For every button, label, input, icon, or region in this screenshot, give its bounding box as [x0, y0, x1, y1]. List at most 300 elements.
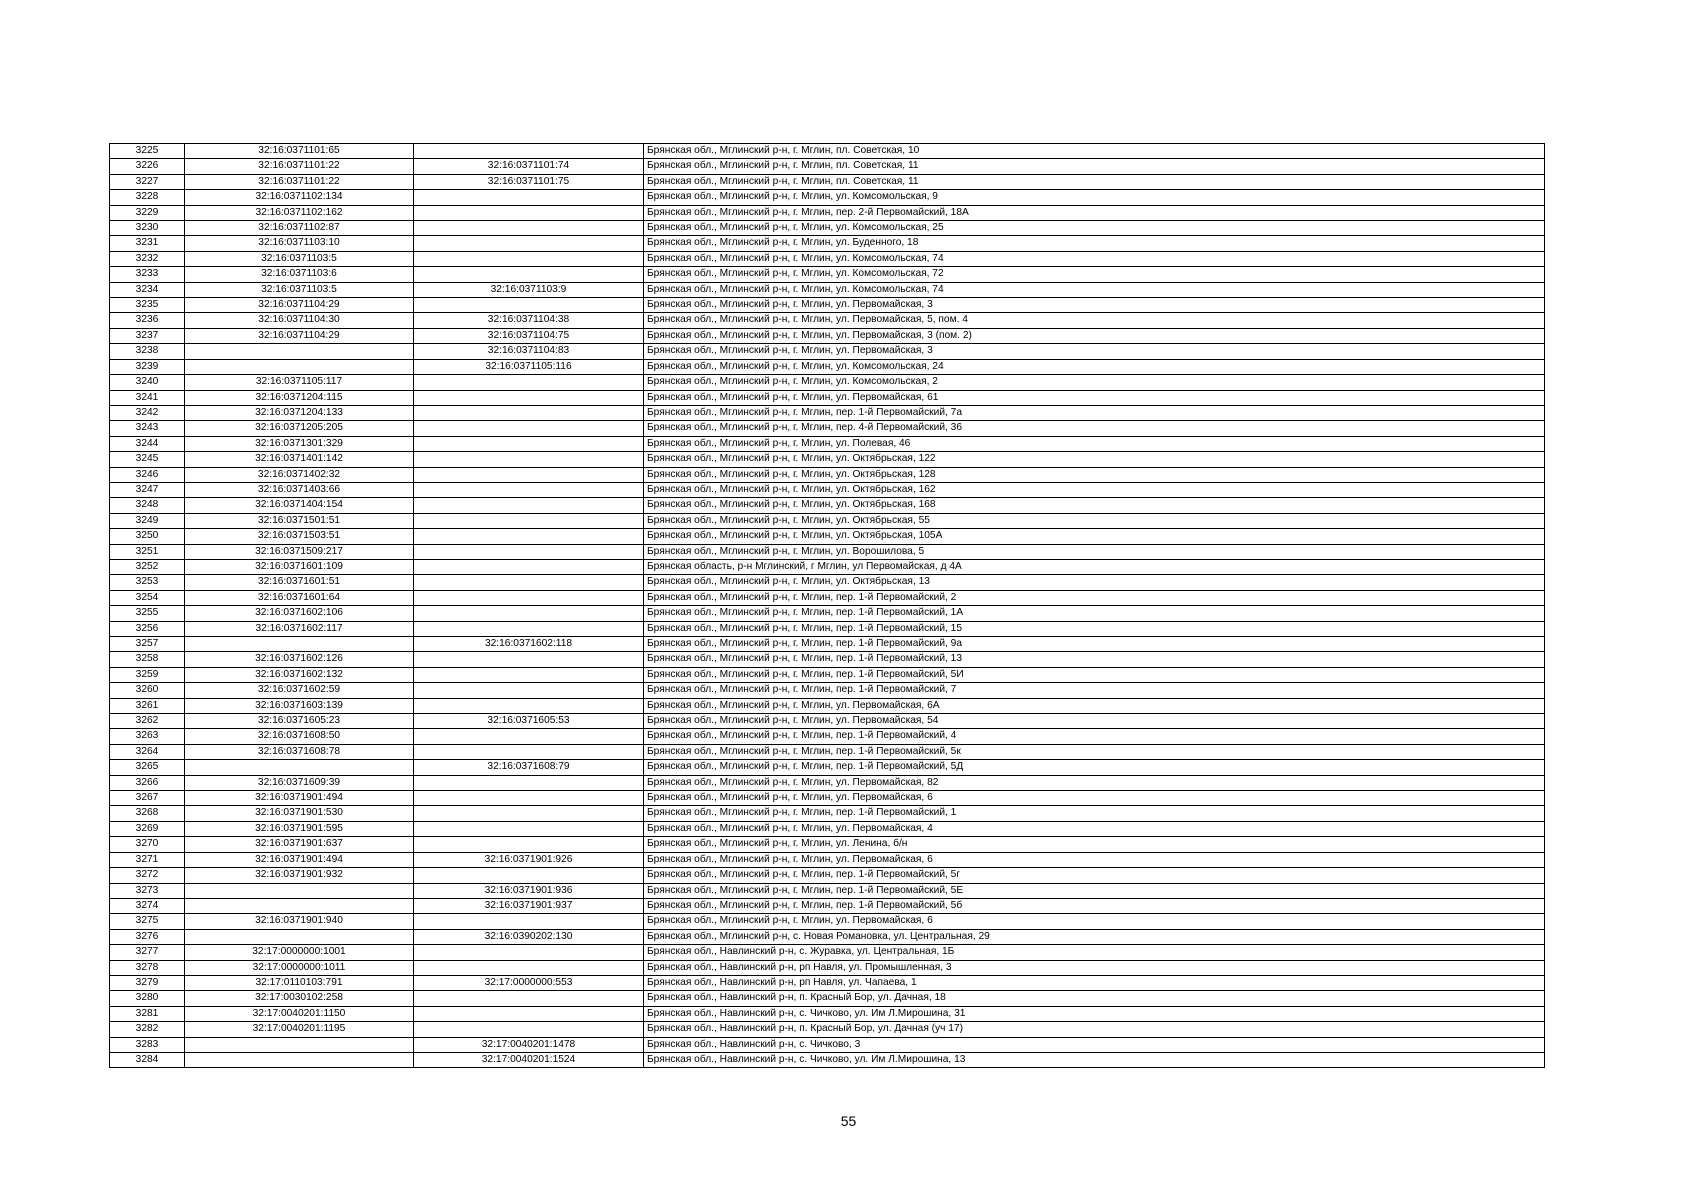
- row-number-cell: 3283: [110, 1037, 185, 1052]
- cadastral-number-cell: 32:16:0371102:162: [185, 205, 414, 220]
- related-cadastral-number-cell: [414, 791, 644, 806]
- address-cell: Брянская обл., Мглинский р-н, г. Мглин, ул. Комсомольская, 25: [644, 221, 1545, 236]
- row-number-cell: 3232: [110, 251, 185, 266]
- address-cell: Брянская обл., Мглинский р-н, г. Мглин, пер. 1-й Первомайский, 2: [644, 590, 1545, 605]
- table-row: [110, 945, 1545, 960]
- address-cell: Брянская обл., Мглинский р-н, г. Мглин, пер. 1-й Первомайский, 5Д: [644, 760, 1545, 775]
- address-cell: Брянская обл., Мглинский р-н, г. Мглин, ул. Октябрьская, 122: [644, 452, 1545, 467]
- row-number-cell: 3266: [110, 775, 185, 790]
- cadastral-number-cell: 32:16:0371102:134: [185, 190, 414, 205]
- related-cadastral-number-cell: [414, 467, 644, 482]
- address-cell: Брянская обл., Мглинский р-н, г. Мглин, пер. 1-й Первомайский, 7: [644, 683, 1545, 698]
- row-number-cell: 3238: [110, 344, 185, 359]
- cadastral-number-cell: 32:16:0371301:329: [185, 436, 414, 451]
- address-cell: Брянская обл., Мглинский р-н, г. Мглин, ул. Комсомольская, 24: [644, 359, 1545, 374]
- cadastral-number-cell: [185, 1052, 414, 1067]
- cadastral-number-cell: 32:16:0371103:5: [185, 251, 414, 266]
- cadastral-number-cell: 32:16:0371602:106: [185, 606, 414, 621]
- related-cadastral-number-cell: [414, 482, 644, 497]
- table-row: [110, 637, 1545, 652]
- address-cell: Брянская обл., Мглинский р-н, г. Мглин, ул. Комсомольская, 9: [644, 190, 1545, 205]
- table-row: [110, 868, 1545, 883]
- row-number-cell: 3226: [110, 159, 185, 174]
- address-cell: Брянская обл., Мглинский р-н, г. Мглин, ул. Первомайская, 61: [644, 390, 1545, 405]
- row-number-cell: 3261: [110, 698, 185, 713]
- cadastral-number-cell: 32:16:0371901:940: [185, 914, 414, 929]
- table-row: [110, 1052, 1545, 1067]
- table-row: [110, 328, 1545, 343]
- row-number-cell: 3275: [110, 914, 185, 929]
- table-row: [110, 791, 1545, 806]
- cadastral-number-cell: 32:16:0371901:494: [185, 852, 414, 867]
- row-number-cell: 3236: [110, 313, 185, 328]
- cadastral-number-cell: [185, 637, 414, 652]
- cadastral-number-cell: 32:16:0371603:139: [185, 698, 414, 713]
- address-cell: Брянская обл., Навлинский р-н, п. Красный Бор, ул. Дачная, 18: [644, 991, 1545, 1006]
- related-cadastral-number-cell: [414, 236, 644, 251]
- table-row: [110, 852, 1545, 867]
- table-row: [110, 683, 1545, 698]
- related-cadastral-number-cell: [414, 267, 644, 282]
- row-number-cell: 3240: [110, 375, 185, 390]
- address-cell: Брянская обл., Мглинский р-н, г. Мглин, пер. 1-й Первомайский, 1А: [644, 606, 1545, 621]
- row-number-cell: 3247: [110, 482, 185, 497]
- cadastral-number-cell: 32:16:0371901:595: [185, 821, 414, 836]
- row-number-cell: 3280: [110, 991, 185, 1006]
- related-cadastral-number-cell: 32:16:0371901:937: [414, 898, 644, 913]
- address-cell: Брянская обл., Мглинский р-н, г. Мглин, ул. Первомайская, 54: [644, 714, 1545, 729]
- address-cell: Брянская обл., Мглинский р-н, г. Мглин, ул. Первомайская, 82: [644, 775, 1545, 790]
- table-row: [110, 1022, 1545, 1037]
- row-number-cell: 3254: [110, 590, 185, 605]
- related-cadastral-number-cell: 32:17:0000000:553: [414, 975, 644, 990]
- cadastral-number-cell: 32:16:0371602:132: [185, 667, 414, 682]
- row-number-cell: 3276: [110, 929, 185, 944]
- row-number-cell: 3259: [110, 667, 185, 682]
- related-cadastral-number-cell: 32:16:0371105:116: [414, 359, 644, 374]
- cadastral-number-cell: 32:16:0371901:530: [185, 806, 414, 821]
- address-cell: Брянская обл., Мглинский р-н, г. Мглин, ул. Комсомольская, 74: [644, 282, 1545, 297]
- related-cadastral-number-cell: [414, 436, 644, 451]
- related-cadastral-number-cell: [414, 806, 644, 821]
- related-cadastral-number-cell: [414, 251, 644, 266]
- related-cadastral-number-cell: [414, 960, 644, 975]
- cadastral-number-cell: 32:16:0371601:109: [185, 559, 414, 574]
- cadastral-number-cell: [185, 898, 414, 913]
- table-row: [110, 606, 1545, 621]
- cadastral-number-cell: 32:16:0371102:87: [185, 221, 414, 236]
- table-row: [110, 1037, 1545, 1052]
- row-number-cell: 3274: [110, 898, 185, 913]
- related-cadastral-number-cell: [414, 298, 644, 313]
- row-number-cell: 3245: [110, 452, 185, 467]
- table-row: [110, 760, 1545, 775]
- related-cadastral-number-cell: [414, 729, 644, 744]
- related-cadastral-number-cell: 32:16:0371103:9: [414, 282, 644, 297]
- row-number-cell: 3233: [110, 267, 185, 282]
- row-number-cell: 3246: [110, 467, 185, 482]
- cadastral-number-cell: 32:16:0371205:205: [185, 421, 414, 436]
- related-cadastral-number-cell: [414, 698, 644, 713]
- address-cell: Брянская обл., Мглинский р-н, г. Мглин, ул. Ворошилова, 5: [644, 544, 1545, 559]
- table-row: [110, 282, 1545, 297]
- table-row: [110, 144, 1545, 159]
- table-row: [110, 575, 1545, 590]
- cadastral-number-cell: [185, 929, 414, 944]
- row-number-cell: 3248: [110, 498, 185, 513]
- table-row: [110, 960, 1545, 975]
- table-row: [110, 359, 1545, 374]
- row-number-cell: 3241: [110, 390, 185, 405]
- row-number-cell: 3272: [110, 868, 185, 883]
- table-row: [110, 452, 1545, 467]
- row-number-cell: 3225: [110, 144, 185, 159]
- related-cadastral-number-cell: [414, 498, 644, 513]
- cadastral-number-cell: 32:16:0371503:51: [185, 529, 414, 544]
- row-number-cell: 3244: [110, 436, 185, 451]
- cadastral-number-cell: [185, 359, 414, 374]
- address-cell: Брянская обл., Навлинский р-н, с. Чичково, ул. Им Л.Мирошина, 13: [644, 1052, 1545, 1067]
- address-cell: Брянская обл., Мглинский р-н, г. Мглин, пер. 1-й Первомайский, 4: [644, 729, 1545, 744]
- row-number-cell: 3257: [110, 637, 185, 652]
- related-cadastral-number-cell: [414, 837, 644, 852]
- table-row: [110, 914, 1545, 929]
- related-cadastral-number-cell: [414, 744, 644, 759]
- row-number-cell: 3262: [110, 714, 185, 729]
- address-cell: Брянская обл., Мглинский р-н, г. Мглин, пл. Советская, 11: [644, 159, 1545, 174]
- row-number-cell: 3253: [110, 575, 185, 590]
- address-cell: Брянская обл., Мглинский р-н, г. Мглин, ул. Октябрьская, 168: [644, 498, 1545, 513]
- related-cadastral-number-cell: [414, 868, 644, 883]
- related-cadastral-number-cell: [414, 144, 644, 159]
- cadastral-number-cell: 32:16:0371601:51: [185, 575, 414, 590]
- table-row: [110, 221, 1545, 236]
- cadastral-number-cell: 32:16:0371602:59: [185, 683, 414, 698]
- table-row: [110, 174, 1545, 189]
- table-row: [110, 436, 1545, 451]
- related-cadastral-number-cell: 32:16:0390202:130: [414, 929, 644, 944]
- row-number-cell: 3242: [110, 405, 185, 420]
- cadastral-number-cell: 32:17:0000000:1011: [185, 960, 414, 975]
- table-row: [110, 251, 1545, 266]
- address-cell: Брянская область, р-н Мглинский, г Мглин, ул Первомайская, д 4А: [644, 559, 1545, 574]
- table-row: [110, 421, 1545, 436]
- table-row: [110, 821, 1545, 836]
- related-cadastral-number-cell: [414, 221, 644, 236]
- row-number-cell: 3271: [110, 852, 185, 867]
- row-number-cell: 3250: [110, 529, 185, 544]
- table-row: [110, 698, 1545, 713]
- cadastral-number-cell: 32:17:0030102:258: [185, 991, 414, 1006]
- related-cadastral-number-cell: [414, 621, 644, 636]
- cadastral-number-cell: 32:17:0040201:1195: [185, 1022, 414, 1037]
- related-cadastral-number-cell: 32:16:0371608:79: [414, 760, 644, 775]
- related-cadastral-number-cell: 32:16:0371101:75: [414, 174, 644, 189]
- address-cell: Брянская обл., Мглинский р-н, г. Мглин, пер. 1-й Первомайский, 5к: [644, 744, 1545, 759]
- row-number-cell: 3270: [110, 837, 185, 852]
- address-cell: Брянская обл., Мглинский р-н, г. Мглин, пл. Советская, 11: [644, 174, 1545, 189]
- address-cell: Брянская обл., Мглинский р-н, г. Мглин, пер. 1-й Первомайский, 13: [644, 652, 1545, 667]
- address-cell: Брянская обл., Мглинский р-н, г. Мглин, ул. Буденного, 18: [644, 236, 1545, 251]
- table-row: [110, 298, 1545, 313]
- cadastral-number-cell: 32:16:0371601:64: [185, 590, 414, 605]
- related-cadastral-number-cell: [414, 575, 644, 590]
- table-row: [110, 313, 1545, 328]
- table-row: [110, 898, 1545, 913]
- related-cadastral-number-cell: 32:16:0371602:118: [414, 637, 644, 652]
- row-number-cell: 3234: [110, 282, 185, 297]
- table-row: [110, 975, 1545, 990]
- row-number-cell: 3269: [110, 821, 185, 836]
- address-cell: Брянская обл., Мглинский р-н, г. Мглин, пер. 1-й Первомайский, 5б: [644, 898, 1545, 913]
- cadastral-number-cell: 32:17:0110103:791: [185, 975, 414, 990]
- cadastral-number-cell: 32:17:0000000:1001: [185, 945, 414, 960]
- table-row: [110, 929, 1545, 944]
- row-number-cell: 3231: [110, 236, 185, 251]
- row-number-cell: 3256: [110, 621, 185, 636]
- row-number-cell: 3263: [110, 729, 185, 744]
- row-number-cell: 3230: [110, 221, 185, 236]
- related-cadastral-number-cell: [414, 945, 644, 960]
- related-cadastral-number-cell: 32:16:0371605:53: [414, 714, 644, 729]
- table-row: [110, 1006, 1545, 1021]
- cadastral-number-cell: [185, 344, 414, 359]
- address-cell: Брянская обл., Мглинский р-н, г. Мглин, пер. 2-й Первомайский, 18А: [644, 205, 1545, 220]
- table-row: [110, 775, 1545, 790]
- cadastral-number-cell: 32:16:0371204:133: [185, 405, 414, 420]
- related-cadastral-number-cell: 32:17:0040201:1524: [414, 1052, 644, 1067]
- related-cadastral-number-cell: [414, 590, 644, 605]
- row-number-cell: 3249: [110, 513, 185, 528]
- related-cadastral-number-cell: [414, 667, 644, 682]
- table-row: [110, 236, 1545, 251]
- related-cadastral-number-cell: [414, 559, 644, 574]
- address-cell: Брянская обл., Мглинский р-н, г. Мглин, ул. Комсомольская, 72: [644, 267, 1545, 282]
- table-row: [110, 513, 1545, 528]
- address-cell: Брянская обл., Мглинский р-н, г. Мглин, ул. Первомайская, 3: [644, 344, 1545, 359]
- cadastral-number-cell: 32:16:0371403:66: [185, 482, 414, 497]
- row-number-cell: 3239: [110, 359, 185, 374]
- address-cell: Брянская обл., Навлинский р-н, рп Навля, ул. Чапаева, 1: [644, 975, 1545, 990]
- related-cadastral-number-cell: [414, 205, 644, 220]
- row-number-cell: 3282: [110, 1022, 185, 1037]
- related-cadastral-number-cell: [414, 991, 644, 1006]
- row-number-cell: 3264: [110, 744, 185, 759]
- cadastral-number-cell: 32:16:0371103:10: [185, 236, 414, 251]
- cadastral-number-cell: 32:16:0371104:29: [185, 298, 414, 313]
- row-number-cell: 3279: [110, 975, 185, 990]
- cadastral-number-cell: 32:16:0371101:22: [185, 159, 414, 174]
- table-row: [110, 498, 1545, 513]
- related-cadastral-number-cell: [414, 1022, 644, 1037]
- address-cell: Брянская обл., Мглинский р-н, с. Новая Романовка, ул. Центральная, 29: [644, 929, 1545, 944]
- related-cadastral-number-cell: [414, 914, 644, 929]
- table-row: [110, 621, 1545, 636]
- address-cell: Брянская обл., Навлинский р-н, с. Журавка, ул. Центральная, 1Б: [644, 945, 1545, 960]
- row-number-cell: 3260: [110, 683, 185, 698]
- page-number: 55: [840, 1113, 857, 1129]
- address-cell: Брянская обл., Мглинский р-н, г. Мглин, пер. 1-й Первомайский, 15: [644, 621, 1545, 636]
- related-cadastral-number-cell: [414, 190, 644, 205]
- table-row: [110, 544, 1545, 559]
- related-cadastral-number-cell: [414, 775, 644, 790]
- related-cadastral-number-cell: [414, 405, 644, 420]
- cadastral-number-cell: 32:16:0371608:50: [185, 729, 414, 744]
- address-cell: Брянская обл., Мглинский р-н, г. Мглин, ул. Комсомольская, 74: [644, 251, 1545, 266]
- related-cadastral-number-cell: [414, 683, 644, 698]
- address-cell: Брянская обл., Мглинский р-н, г. Мглин, пер. 1-й Первомайский, 9а: [644, 637, 1545, 652]
- related-cadastral-number-cell: 32:16:0371104:75: [414, 328, 644, 343]
- address-cell: Брянская обл., Мглинский р-н, г. Мглин, пер. 4-й Первомайский, 36: [644, 421, 1545, 436]
- related-cadastral-number-cell: 32:16:0371901:926: [414, 852, 644, 867]
- cadastral-number-cell: 32:17:0040201:1150: [185, 1006, 414, 1021]
- cadastral-number-cell: [185, 1037, 414, 1052]
- related-cadastral-number-cell: [414, 452, 644, 467]
- row-number-cell: 3255: [110, 606, 185, 621]
- address-cell: Брянская обл., Навлинский р-н, п. Красный Бор, ул. Дачная (уч 17): [644, 1022, 1545, 1037]
- row-number-cell: 3251: [110, 544, 185, 559]
- table-row: [110, 159, 1545, 174]
- address-cell: Брянская обл., Навлинский р-н, с. Чичково, 3: [644, 1037, 1545, 1052]
- row-number-cell: 3273: [110, 883, 185, 898]
- cadastral-number-cell: 32:16:0371104:30: [185, 313, 414, 328]
- address-cell: Брянская обл., Мглинский р-н, г. Мглин, пер. 1-й Первомайский, 7а: [644, 405, 1545, 420]
- address-cell: Брянская обл., Мглинский р-н, г. Мглин, ул. Октябрьская, 55: [644, 513, 1545, 528]
- cadastral-number-cell: 32:16:0371104:29: [185, 328, 414, 343]
- address-cell: Брянская обл., Мглинский р-н, г. Мглин, ул. Первомайская, 6А: [644, 698, 1545, 713]
- table-row: [110, 744, 1545, 759]
- row-number-cell: 3252: [110, 559, 185, 574]
- table-row: [110, 405, 1545, 420]
- cadastral-number-cell: 32:16:0371602:126: [185, 652, 414, 667]
- related-cadastral-number-cell: [414, 513, 644, 528]
- row-number-cell: 3267: [110, 791, 185, 806]
- related-cadastral-number-cell: [414, 544, 644, 559]
- cadastral-number-cell: 32:16:0371101:65: [185, 144, 414, 159]
- table-row: [110, 729, 1545, 744]
- table-row: [110, 590, 1545, 605]
- address-cell: Брянская обл., Навлинский р-н, с. Чичково, ул. Им Л.Мирошина, 31: [644, 1006, 1545, 1021]
- related-cadastral-number-cell: [414, 1006, 644, 1021]
- row-number-cell: 3227: [110, 174, 185, 189]
- cadastral-number-cell: 32:16:0371501:51: [185, 513, 414, 528]
- related-cadastral-number-cell: [414, 390, 644, 405]
- table-row: [110, 267, 1545, 282]
- table-row: [110, 205, 1545, 220]
- table-row: [110, 190, 1545, 205]
- cadastral-number-cell: 32:16:0371103:6: [185, 267, 414, 282]
- related-cadastral-number-cell: [414, 421, 644, 436]
- cadastral-number-cell: 32:16:0371509:217: [185, 544, 414, 559]
- address-cell: Брянская обл., Мглинский р-н, г. Мглин, ул. Октябрьская, 105А: [644, 529, 1545, 544]
- row-number-cell: 3268: [110, 806, 185, 821]
- row-number-cell: 3235: [110, 298, 185, 313]
- cadastral-number-cell: 32:16:0371401:142: [185, 452, 414, 467]
- cadastral-number-cell: 32:16:0371901:932: [185, 868, 414, 883]
- registry-table-body: [110, 144, 1545, 1068]
- cadastral-number-cell: 32:16:0371608:78: [185, 744, 414, 759]
- table-row: [110, 482, 1545, 497]
- address-cell: Брянская обл., Мглинский р-н, г. Мглин, пер. 1-й Первомайский, 1: [644, 806, 1545, 821]
- row-number-cell: 3229: [110, 205, 185, 220]
- cadastral-number-cell: 32:16:0371605:23: [185, 714, 414, 729]
- cadastral-number-cell: [185, 760, 414, 775]
- table-row: [110, 529, 1545, 544]
- cadastral-number-cell: 32:16:0371404:154: [185, 498, 414, 513]
- table-row: [110, 667, 1545, 682]
- related-cadastral-number-cell: 32:16:0371101:74: [414, 159, 644, 174]
- address-cell: Брянская обл., Мглинский р-н, г. Мглин, ул. Полевая, 46: [644, 436, 1545, 451]
- row-number-cell: 3277: [110, 945, 185, 960]
- address-cell: Брянская обл., Мглинский р-н, г. Мглин, ул. Первомайская, 6: [644, 791, 1545, 806]
- row-number-cell: 3284: [110, 1052, 185, 1067]
- row-number-cell: 3243: [110, 421, 185, 436]
- address-cell: Брянская обл., Навлинский р-н, рп Навля, ул. Промышленная, 3: [644, 960, 1545, 975]
- cadastral-number-cell: 32:16:0371204:115: [185, 390, 414, 405]
- table-row: [110, 837, 1545, 852]
- cadastral-number-cell: 32:16:0371602:117: [185, 621, 414, 636]
- row-number-cell: 3265: [110, 760, 185, 775]
- address-cell: Брянская обл., Мглинский р-н, г. Мглин, ул. Первомайская, 6: [644, 852, 1545, 867]
- row-number-cell: 3281: [110, 1006, 185, 1021]
- related-cadastral-number-cell: [414, 652, 644, 667]
- cadastral-number-cell: 32:16:0371901:494: [185, 791, 414, 806]
- address-cell: Брянская обл., Мглинский р-н, г. Мглин, ул. Октябрьская, 13: [644, 575, 1545, 590]
- table-row: [110, 652, 1545, 667]
- address-cell: Брянская обл., Мглинский р-н, г. Мглин, ул. Комсомольская, 2: [644, 375, 1545, 390]
- related-cadastral-number-cell: [414, 606, 644, 621]
- registry-table: [109, 143, 1545, 1068]
- table-row: [110, 883, 1545, 898]
- address-cell: Брянская обл., Мглинский р-н, г. Мглин, ул. Первомайская, 5, пом. 4: [644, 313, 1545, 328]
- address-cell: Брянская обл., Мглинский р-н, г. Мглин, ул. Октябрьская, 162: [644, 482, 1545, 497]
- row-number-cell: 3258: [110, 652, 185, 667]
- related-cadastral-number-cell: 32:16:0371104:83: [414, 344, 644, 359]
- table-row: [110, 714, 1545, 729]
- cadastral-number-cell: 32:16:0371103:5: [185, 282, 414, 297]
- address-cell: Брянская обл., Мглинский р-н, г. Мглин, ул. Первомайская, 3: [644, 298, 1545, 313]
- cadastral-number-cell: 32:16:0371901:637: [185, 837, 414, 852]
- table-row: [110, 375, 1545, 390]
- related-cadastral-number-cell: [414, 375, 644, 390]
- address-cell: Брянская обл., Мглинский р-н, г. Мглин, пер. 1-й Первомайский, 5Е: [644, 883, 1545, 898]
- cadastral-number-cell: 32:16:0371609:39: [185, 775, 414, 790]
- related-cadastral-number-cell: 32:16:0371901:936: [414, 883, 644, 898]
- address-cell: Брянская обл., Мглинский р-н, г. Мглин, пл. Советская, 10: [644, 144, 1545, 159]
- address-cell: Брянская обл., Мглинский р-н, г. Мглин, ул. Ленина, б/н: [644, 837, 1545, 852]
- row-number-cell: 3278: [110, 960, 185, 975]
- related-cadastral-number-cell: [414, 529, 644, 544]
- table-row: [110, 390, 1545, 405]
- table-row: [110, 344, 1545, 359]
- row-number-cell: 3237: [110, 328, 185, 343]
- table-row: [110, 806, 1545, 821]
- address-cell: Брянская обл., Мглинский р-н, г. Мглин, ул. Первомайская, 6: [644, 914, 1545, 929]
- address-cell: Брянская обл., Мглинский р-н, г. Мглин, пер. 1-й Первомайский, 5г: [644, 868, 1545, 883]
- related-cadastral-number-cell: 32:16:0371104:38: [414, 313, 644, 328]
- related-cadastral-number-cell: [414, 821, 644, 836]
- table-row: [110, 991, 1545, 1006]
- table-row: [110, 559, 1545, 574]
- cadastral-number-cell: 32:16:0371101:22: [185, 174, 414, 189]
- address-cell: Брянская обл., Мглинский р-н, г. Мглин, пер. 1-й Первомайский, 5И: [644, 667, 1545, 682]
- cadastral-number-cell: [185, 883, 414, 898]
- address-cell: Брянская обл., Мглинский р-н, г. Мглин, ул. Первомайская, 4: [644, 821, 1545, 836]
- address-cell: Брянская обл., Мглинский р-н, г. Мглин, ул. Октябрьская, 128: [644, 467, 1545, 482]
- table-row: [110, 467, 1545, 482]
- address-cell: Брянская обл., Мглинский р-н, г. Мглин, ул. Первомайская, 3 (пом. 2): [644, 328, 1545, 343]
- row-number-cell: 3228: [110, 190, 185, 205]
